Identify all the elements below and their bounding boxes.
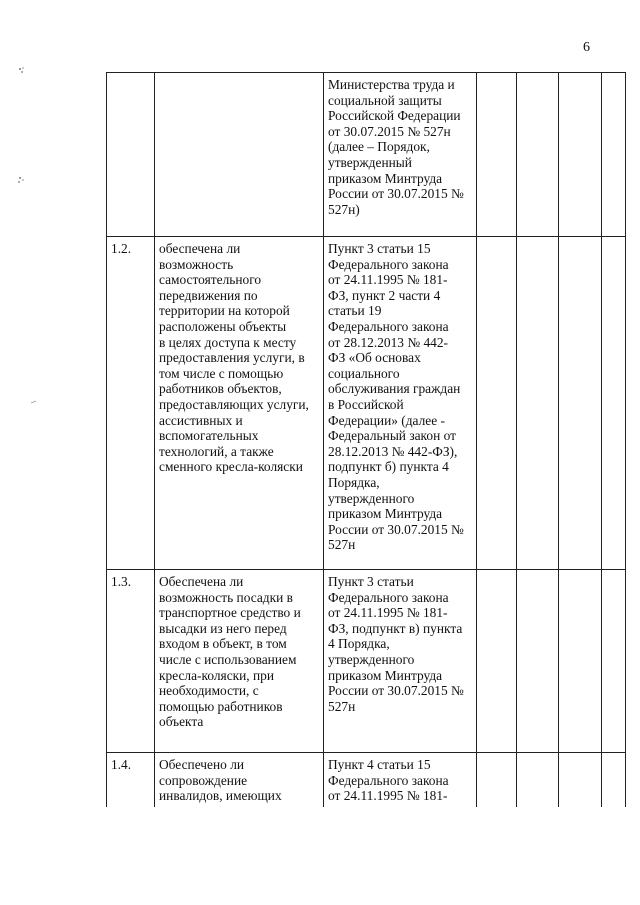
text-line: предоставляющих услуги, [159,396,309,412]
text-line: 527н [328,698,356,714]
text-line: работников объектов, [159,381,282,397]
text-line: Обеспечено ли [159,757,245,772]
text-line: Российской Федерации [328,108,461,124]
text-line: 527н [328,537,356,553]
table-row [107,73,626,237]
empty-cell [602,570,626,753]
text-line: расположены объекты [159,318,287,334]
empty-cell [559,753,602,807]
text-line: транспортное средство и [159,605,301,621]
text-line: утвержденного [328,651,415,667]
empty-cell [517,753,559,807]
text-line: объекта [159,714,204,730]
text-line: Федерации» (далее - [328,412,445,428]
scan-speck-mark [17,176,25,184]
text-line: 4 Порядка, [328,636,390,652]
page-number: 6 [583,40,590,55]
empty-cell [602,237,626,570]
empty-cell [559,73,602,237]
text-line: от 30.07.2015 № 527н [328,123,451,139]
empty-cell [602,753,626,807]
text-line: ФЗ, пункт 2 части 4 [328,287,441,303]
empty-cell [517,237,559,570]
text-line: ФЗ, подпункт в) пункта [328,620,463,636]
text-line: передвижения по [159,287,258,303]
text-line: социальной защиты [328,92,442,108]
row-number-cell: 1.2. [107,237,155,570]
text-line: Федерального закона [328,772,449,788]
text-line: 527н) [328,201,360,217]
text-line: социального [328,365,400,381]
text-line: Пункт 3 статьи [328,574,414,589]
text-line: России от 30.07.2015 № [328,521,464,537]
text-line: (далее – Порядок, [328,139,430,155]
text-line: России от 30.07.2015 № [328,683,464,699]
table-row [107,237,626,570]
text-line: Пункт 3 статьи 15 [328,241,431,256]
text-line: приказом Минтруда [328,170,443,186]
scan-speck-mark [30,398,38,406]
text-line: 28.12.2013 № 442-ФЗ), [328,443,458,459]
requirements-table [106,72,626,807]
text-line: обслуживания граждан [328,381,461,397]
text-line: Пункт 4 статьи 15 [328,757,431,772]
text-line: самостоятельного [159,272,262,288]
table-row [107,753,626,807]
text-line: территории на которой [159,303,290,319]
question-cell [155,73,324,237]
text-line: помощью работников [159,698,283,714]
text-line: Обеспечена ли [159,574,244,589]
question-cell [155,570,324,753]
text-line: сопровождение [159,772,248,788]
text-line: ФЗ «Об основах [328,350,421,366]
row-number-cell: 1.3. [107,570,155,753]
text-line: инвалидов, имеющих [159,788,282,804]
scan-speck-mark [18,66,26,74]
empty-cell [477,237,517,570]
row-number-cell [107,73,155,237]
text-line: от 24.11.1995 № 181- [328,605,448,621]
legal-basis-cell [324,753,477,807]
text-line: сменного кресла-коляски [159,459,303,475]
legal-basis-cell [324,73,477,237]
text-line: от 24.11.1995 № 181- [328,788,448,804]
text-line: обеспечена ли [159,241,241,256]
text-line: Федерального закона [328,589,449,605]
text-line: числе с использованием [159,651,297,667]
text-line: утвержденного [328,490,415,506]
text-line: Порядка, [328,474,380,490]
text-line: необходимости, с [159,683,259,699]
text-line: от 24.11.1995 № 181- [328,272,448,288]
empty-cell [477,753,517,807]
text-line: технологий, а также [159,443,274,459]
empty-cell [559,570,602,753]
legal-basis-cell [324,237,477,570]
text-line: утвержденный [328,154,412,170]
text-line: России от 30.07.2015 № [328,186,464,202]
empty-cell [477,73,517,237]
empty-cell [559,237,602,570]
text-line: вспомогательных [159,428,259,444]
text-line: ассистивных и [159,412,243,428]
text-line: Федерального закона [328,318,449,334]
empty-cell [477,570,517,753]
question-cell [155,237,324,570]
text-line: том числе с помощью [159,365,284,381]
text-line: в целях доступа к месту [159,334,297,350]
question-cell [155,753,324,807]
empty-cell [602,73,626,237]
text-line: Федерального закона [328,256,449,272]
text-line: приказом Минтруда [328,667,443,683]
text-line: кресла-коляски, при [159,667,275,683]
text-line: возможность [159,256,234,272]
text-line: высадки из него перед [159,620,287,636]
text-line: предоставления услуги, в [159,350,305,366]
text-line: Министерства труда и [328,77,455,92]
empty-cell [517,570,559,753]
text-line: Федеральный закон от [328,428,456,444]
text-line: статьи 19 [328,303,382,319]
row-number-cell: 1.4. [107,753,155,807]
legal-basis-cell [324,570,477,753]
empty-cell [517,73,559,237]
text-line: входом в объект, в том [159,636,287,652]
text-line: подпункт б) пункта 4 [328,459,449,475]
text-line: в Российской [328,396,404,412]
text-line: приказом Минтруда [328,506,443,522]
table-row [107,570,626,753]
text-line: от 28.12.2013 № 442- [328,334,448,350]
text-line: возможность посадки в [159,589,293,605]
